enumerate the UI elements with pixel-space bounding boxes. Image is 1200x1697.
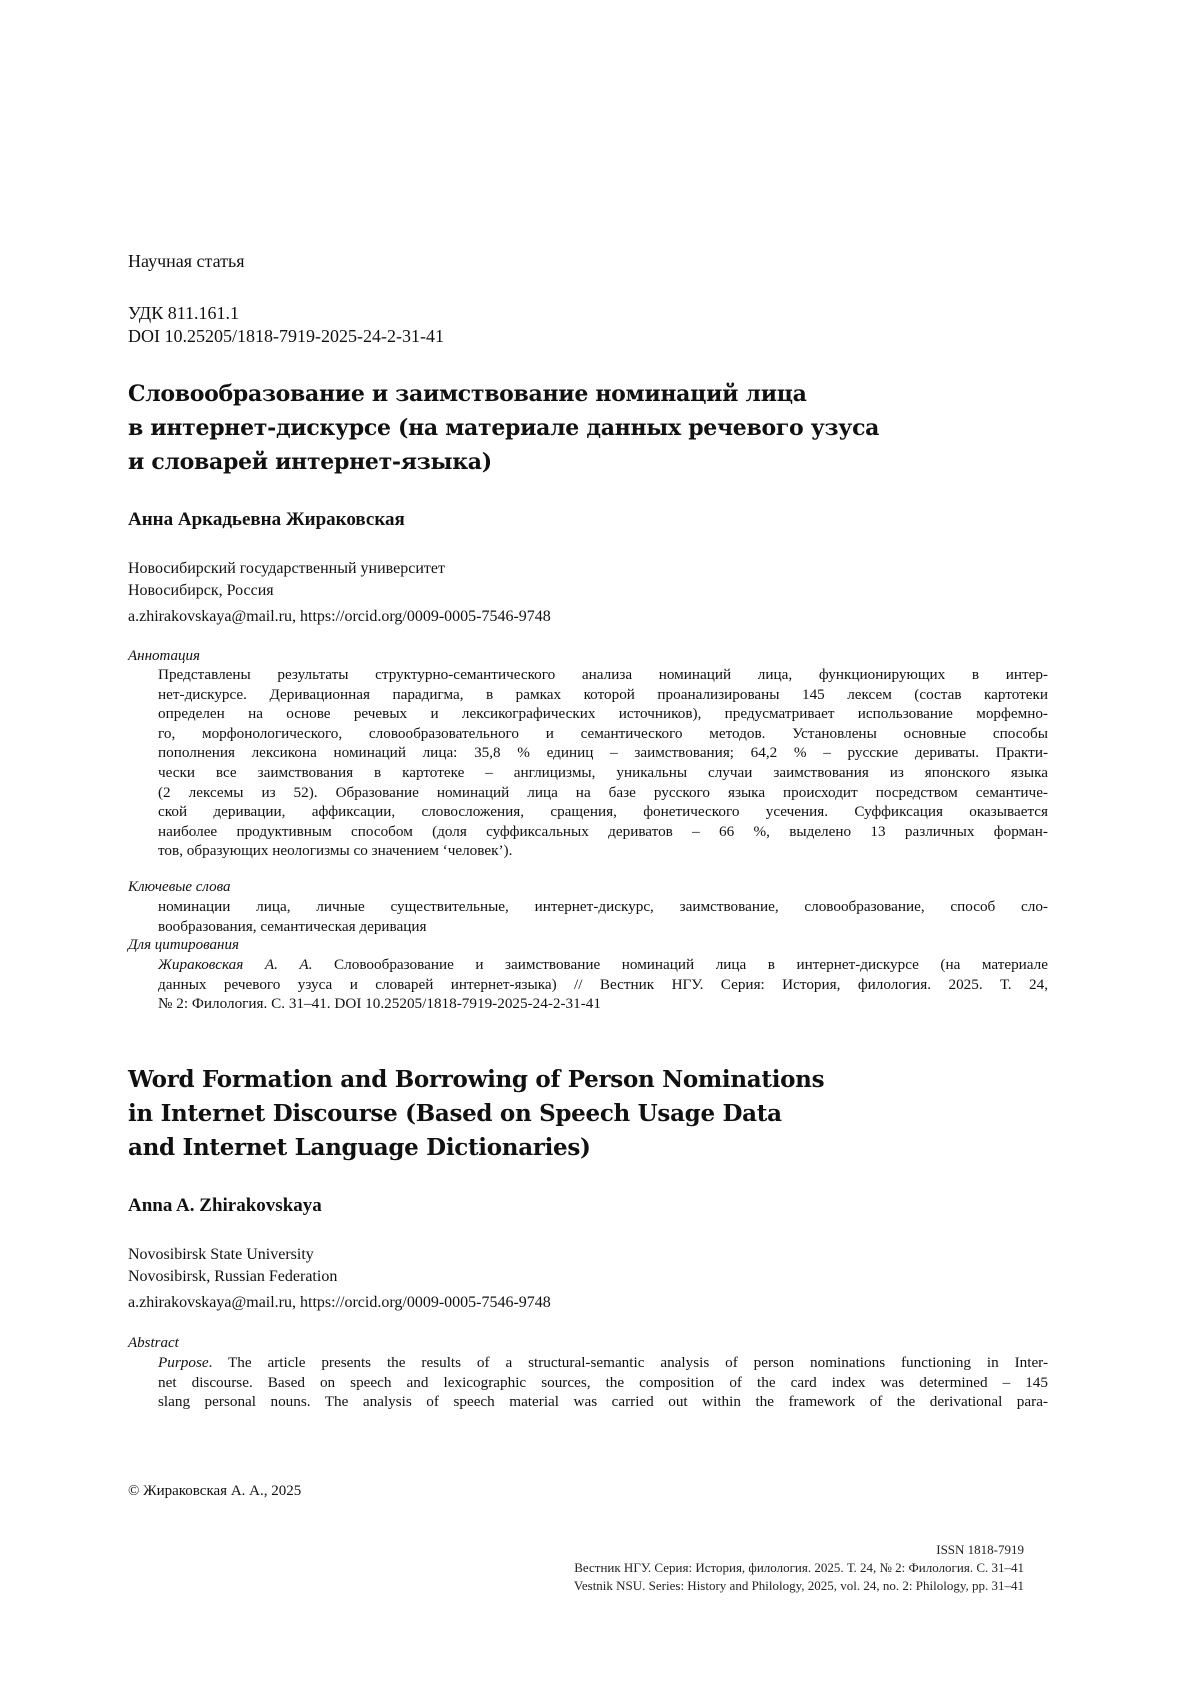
english-contact[interactable]: a.zhirakovskaya@mail.ru, https://orcid.org/0009-0005-7546-9748 — [128, 1293, 551, 1313]
keywords-line: вообразования, семантическая деривация — [158, 917, 1048, 937]
english-affiliation: Novosibirsk State University — [128, 1245, 314, 1265]
abstract-line: (2 лексемы из 52). Образование номинаций лица на базе русского языка происходит посредством семантиче- — [158, 783, 1048, 803]
article-page — [128, 0, 1024, 1697]
english-author: Anna A. Zhirakovskaya — [128, 1194, 322, 1218]
abstract-line: тов, образующих неологизмы со значением ‘человек’). — [158, 841, 1048, 861]
english-city: Novosibirsk, Russian Federation — [128, 1267, 337, 1287]
russian-title — [128, 377, 1008, 479]
russian-title-line: в интернет-дискурсе (на материале данных речевого узуса — [128, 411, 1008, 445]
russian-abstract — [158, 665, 1048, 861]
english-abstract — [158, 1353, 1048, 1412]
citation-line: данных речевого узуса и словарей интернет-языка) // Вестник НГУ. Серия: История, филология. 2025. Т. 24, — [158, 975, 1048, 995]
abstract-line: определен на основе речевых и лексикографических источников), предусматривает использование морфемно- — [158, 704, 1048, 724]
keywords — [158, 897, 1048, 936]
journal-footer — [574, 1541, 1024, 1595]
citation-label: Для цитирования — [128, 936, 239, 955]
abstract-line: net discourse. Based on speech and lexicographic sources, the composition of the card index was determined – 145 — [158, 1373, 1048, 1393]
article-type: Научная статья — [128, 250, 244, 272]
citation-text: Словообразование и заимствование номинаций лица в интернет-дискурсе (на материале — [313, 956, 1048, 973]
citation-author: Жираковская А. А. — [158, 956, 313, 973]
abstract-text: . The article presents the results of a structural-semantic analysis of person nominations functioning in Inter- — [209, 1354, 1048, 1371]
keywords-line: номинации лица, личные существительные, интернет-дискурс, заимствование, словообразование, способ сло- — [158, 897, 1048, 917]
citation-line — [158, 955, 1048, 975]
russian-title-line: Словообразование и заимствование номинаций лица — [128, 377, 1008, 411]
citation — [158, 955, 1048, 1014]
doi-link[interactable]: DOI 10.25205/1818-7919-2025-24-2-31-41 — [128, 325, 444, 347]
copyright-notice: © Жираковская А. А., 2025 — [128, 1482, 301, 1501]
russian-affiliation: Новосибирский государственный университет — [128, 559, 445, 579]
abstract-line: наиболее продуктивным способом (доля суффиксальных дериватов – 66 %, выделено 13 различных форман- — [158, 822, 1048, 842]
russian-abstract-label: Аннотация — [128, 647, 200, 666]
abstract-line: го, морфонологического, словообразовательного и семантического методов. Установлены основные способы — [158, 724, 1048, 744]
abstract-line: ской деривации, аффиксации, словосложения, сращения, фонетического усечения. Суффиксация оказывается — [158, 802, 1048, 822]
abstract-line: пополнения лексикона номинаций лица: 35,8 % единиц – заимствования; 64,2 % – русские дериваты. Практи- — [158, 743, 1048, 763]
abstract-line: нет-дискурсе. Деривационная парадигма, в рамках которой проанализированы 145 лексем (состав картотеки — [158, 685, 1048, 705]
purpose-label: Purpose — [158, 1354, 209, 1371]
citation-line: № 2: Филология. С. 31–41. DOI 10.25205/1818-7919-2025-24-2-31-41 — [158, 994, 1048, 1014]
footer-en-journal: Vestnik NSU. Series: History and Philology, 2025, vol. 24, no. 2: Philology, pp. 31–41 — [574, 1577, 1024, 1595]
english-abstract-label: Abstract — [128, 1334, 179, 1353]
keywords-label: Ключевые слова — [128, 878, 231, 897]
russian-contact[interactable]: a.zhirakovskaya@mail.ru, https://orcid.org/0009-0005-7546-9748 — [128, 607, 551, 627]
issn: ISSN 1818-7919 — [574, 1541, 1024, 1559]
russian-title-line: и словарей интернет-языка) — [128, 445, 1008, 479]
english-title — [128, 1063, 1008, 1165]
udk-code: УДК 811.161.1 — [128, 302, 239, 324]
english-title-line: Word Formation and Borrowing of Person Nominations — [128, 1063, 1008, 1097]
russian-author: Анна Аркадьевна Жираковская — [128, 508, 405, 532]
english-title-line: and Internet Language Dictionaries) — [128, 1131, 1008, 1165]
abstract-line: чески все заимствования в картотеке – англицизмы, уникальны случаи заимствования из японского языка — [158, 763, 1048, 783]
russian-city: Новосибирск, Россия — [128, 581, 274, 601]
english-title-line: in Internet Discourse (Based on Speech Usage Data — [128, 1097, 1008, 1131]
footer-ru-journal: Вестник НГУ. Серия: История, филология. 2025. Т. 24, № 2: Филология. С. 31–41 — [574, 1559, 1024, 1577]
abstract-line: slang personal nouns. The analysis of speech material was carried out within the framework of the derivational para- — [158, 1392, 1048, 1412]
abstract-line — [158, 1353, 1048, 1373]
abstract-line: Представлены результаты структурно-семантического анализа номинаций лица, функционирующих в интер- — [158, 665, 1048, 685]
